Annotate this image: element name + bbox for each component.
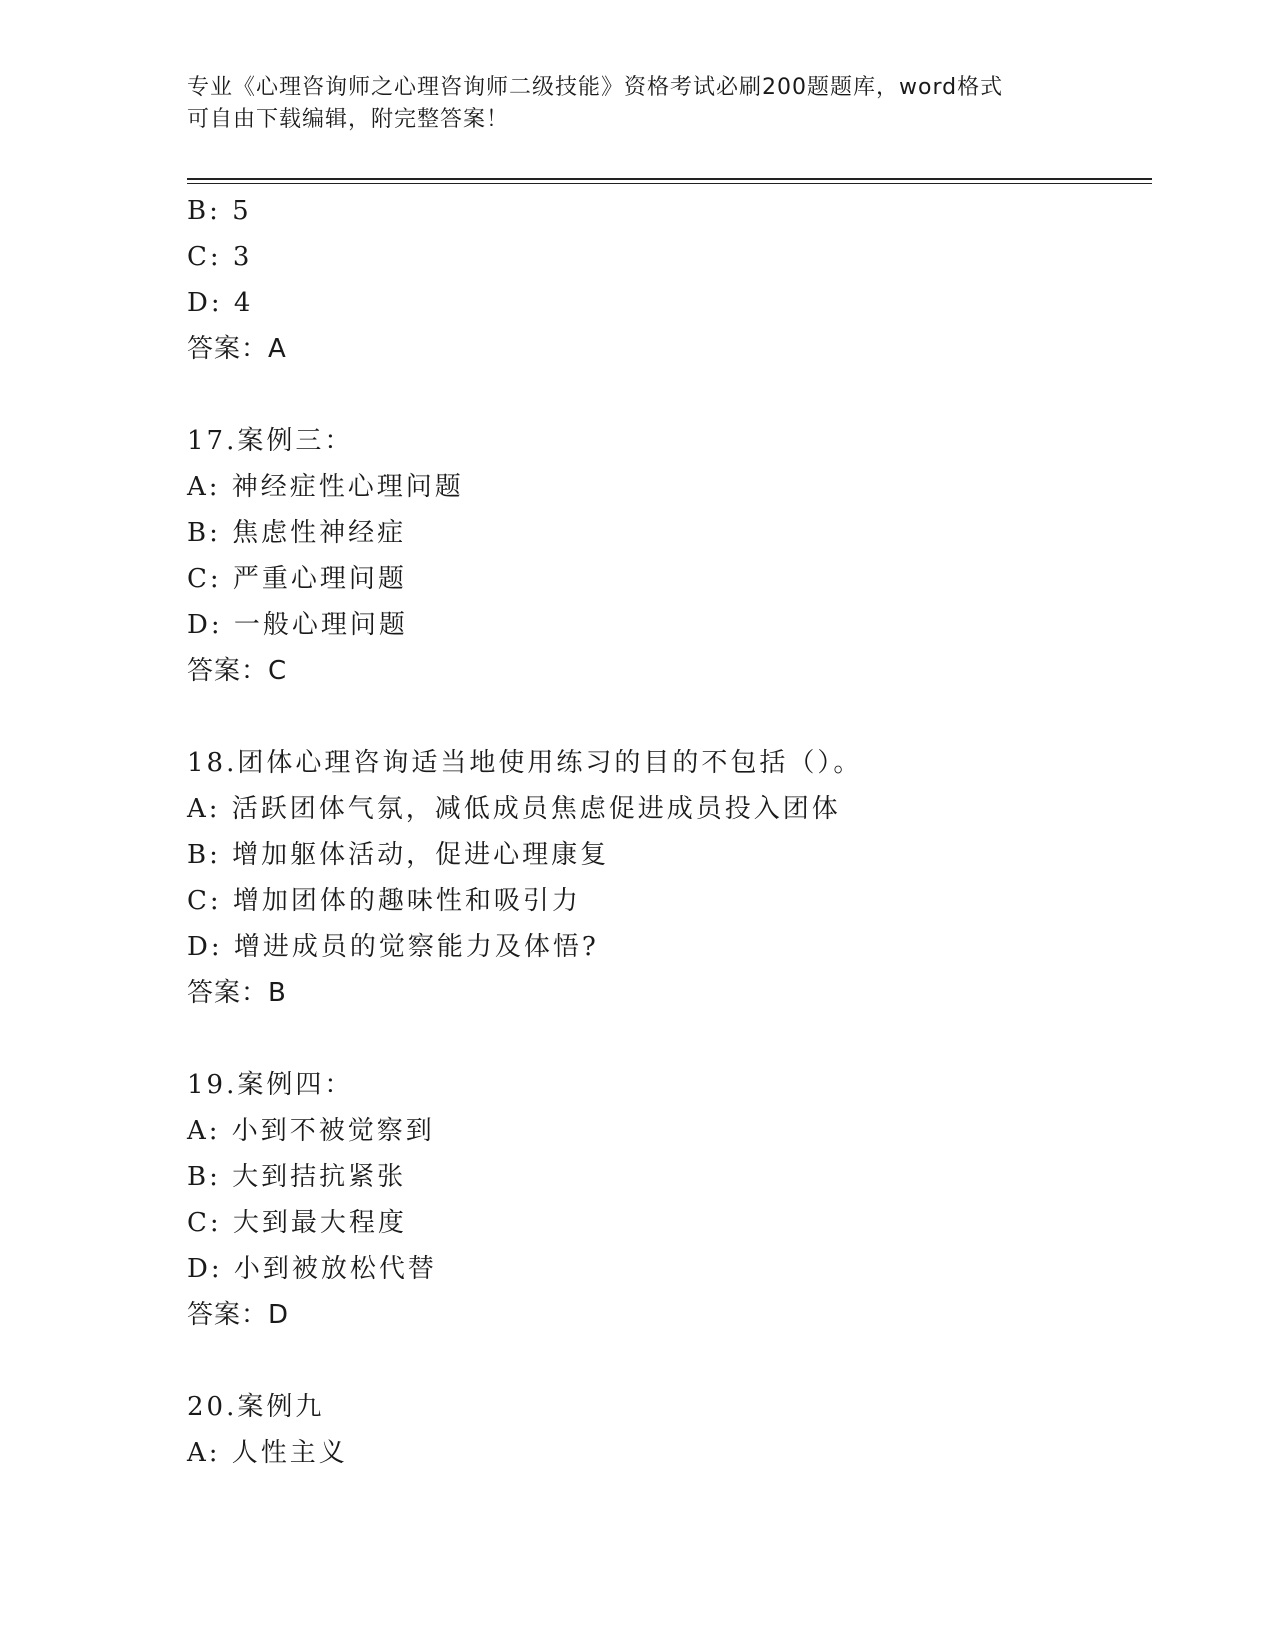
question-block-18 <box>187 740 1152 1016</box>
header-line-1: 专业《心理咨询师之心理咨询师二级技能》资格考试必刷200题题库，word格式 <box>187 75 1004 100</box>
question-block-20 <box>187 1384 1152 1476</box>
answer-line: 答案：A <box>187 334 287 364</box>
document-header <box>187 72 1067 136</box>
question-block-19 <box>187 1062 1152 1338</box>
option-a: A: 人性主义 <box>187 1438 348 1468</box>
option-d: D: 4 <box>187 288 254 318</box>
question-list <box>187 188 1152 1476</box>
question-text: 18.团体心理咨询适当地使用练习的目的不包括（）。 <box>187 748 863 778</box>
question-text: 20.案例九 <box>187 1392 325 1422</box>
option-c: C: 严重心理问题 <box>187 564 407 594</box>
option-d: D: 小到被放松代替 <box>187 1254 437 1284</box>
question-block-16-continued <box>187 188 1152 372</box>
option-b: B: 焦虑性神经症 <box>187 518 407 548</box>
answer-line: 答案：B <box>187 978 287 1008</box>
answer-line: 答案：C <box>187 656 288 686</box>
option-c: C: 大到最大程度 <box>187 1208 407 1238</box>
header-divider <box>187 178 1152 184</box>
option-b: B: 增加躯体活动，促进心理康复 <box>187 840 610 870</box>
option-a: A: 小到不被觉察到 <box>187 1116 435 1146</box>
option-a: A: 活跃团体气氛，减低成员焦虑促进成员投入团体 <box>187 794 841 824</box>
option-b: B: 5 <box>187 196 252 226</box>
question-text: 19.案例四： <box>187 1070 354 1100</box>
option-d: D: 一般心理问题 <box>187 610 408 640</box>
option-d: D: 增进成员的觉察能力及体悟? <box>187 932 599 962</box>
question-text: 17.案例三： <box>187 426 354 456</box>
document-page <box>187 0 1152 1650</box>
option-b: B: 大到拮抗紧张 <box>187 1162 407 1192</box>
option-c: C: 增加团体的趣味性和吸引力 <box>187 886 581 916</box>
option-c: C: 3 <box>187 242 253 272</box>
option-a: A: 神经症性心理问题 <box>187 472 464 502</box>
question-block-17 <box>187 418 1152 694</box>
answer-line: 答案：D <box>187 1300 290 1330</box>
header-line-2: 可自由下载编辑，附完整答案！ <box>187 107 510 132</box>
